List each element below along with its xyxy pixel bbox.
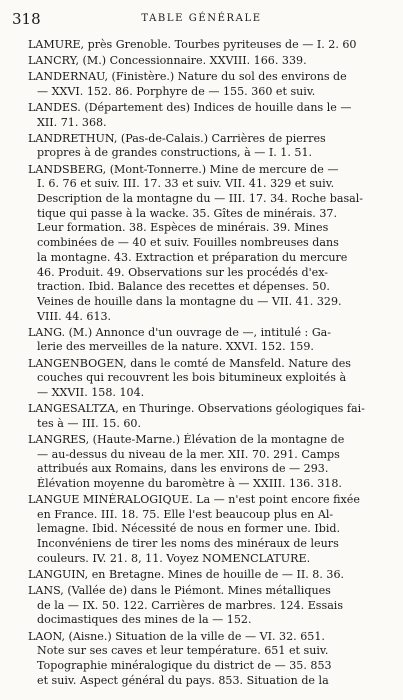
entry-line: couches qui recouvrent les bois bitumineux exploités à <box>37 371 347 385</box>
entry-line: LANDERNAU, (Finistère.) Nature du sol des environs de <box>28 70 347 84</box>
entry-line: Description de la montagne du — III. 17. 34. Roche basal- <box>37 191 364 205</box>
entry-line: docimastiques des mines de la — 152. <box>37 613 252 627</box>
entry-line: LANDSBERG, (Mont-Tonnerre.) Mine de mercure de — <box>28 162 339 176</box>
entry-line: attribués aux Romains, dans les environs de — 293. <box>37 462 329 476</box>
entry-line: lerie des merveilles de la nature. XXVI. 152. 159. <box>37 340 314 354</box>
entry-line: LAMURE, près Grenoble. Tourbes pyriteuses de — I. 2. 60 <box>28 38 357 51</box>
index-entry <box>28 402 389 431</box>
index-entry <box>28 70 389 99</box>
entry-line: LANG. (M.) Annonce d'un ouvrage de —, intitulé : Ga- <box>28 325 332 339</box>
index-entry <box>28 433 389 492</box>
page-number: 318 <box>12 10 41 28</box>
entry-line: LANGUE MINÉRALOGIQUE. La — n'est point encore fixée <box>28 493 360 506</box>
entry-line: tes à — III. 15. 60. <box>37 416 142 430</box>
entry-line: combinées de — 40 et suiv. Fouilles nombreuses dans <box>37 236 339 250</box>
entry-line: LANGUIN, en Bretagne. Mines de houille de — II. 8. 36. <box>28 567 345 581</box>
entry-line: XII. 71. 368. <box>37 115 107 129</box>
entry-line: I. 6. 76 et suiv. III. 17. 33 et suiv. VII. 41. 329 et suiv. <box>37 177 335 191</box>
entry-line: — XXVI. 152. 86. Porphyre de — 155. 360 et suiv. <box>37 84 316 98</box>
entry-line: de la — IX. 50. 122. Carrières de marbres. 124. Essais <box>37 598 344 612</box>
entry-line: — XXVII. 158. 104. <box>37 385 145 399</box>
index-entries <box>28 38 389 694</box>
entry-line: Topographie minéralogique du district de — 35. 853 <box>37 658 332 672</box>
index-entry <box>28 38 389 53</box>
running-head: TABLE GÉNÉRALE <box>141 13 262 24</box>
entry-line: en France. III. 18. 75. Elle l'est beaucoup plus en Al- <box>37 507 334 521</box>
entry-line: LANGESALTZA, en Thuringe. Observations géologiques fai- <box>28 402 365 415</box>
entry-line: LANGRES, (Haute-Marne.) Élévation de la montagne de <box>28 432 345 446</box>
index-entry <box>28 630 389 689</box>
index-entry <box>28 132 389 161</box>
entry-line: VIII. 44. 613. <box>37 309 112 323</box>
entry-line: LANCRY, (M.) Concessionnaire. XXVIII. 166. 339. <box>28 54 307 68</box>
index-entry <box>28 101 389 130</box>
index-entry <box>28 326 389 355</box>
index-entry <box>28 54 389 69</box>
entry-line: tique qui passe à la wacke. 35. Gîtes de minérais. 37. <box>37 206 337 220</box>
entry-line: propres à de grandes constructions, à — I. 1. 51. <box>37 146 313 160</box>
entry-line: et suiv. Aspect général du pays. 853. Situation de la <box>37 673 329 687</box>
entry-line: couleurs. IV. 21. 8, 11. Voyez NOMENCLATURE. <box>37 551 311 565</box>
entry-line: LANDES. (Département des) Indices de houille dans le — <box>28 100 352 114</box>
entry-line: LANS, (Vallée de) dans le Piémont. Mines métalliques <box>28 584 331 597</box>
entry-line: Note sur ses caves et leur température. 651 et suiv. <box>37 644 329 658</box>
entry-line: Veines de houille dans la montagne du — VII. 41. 329. <box>37 294 342 308</box>
index-entry <box>28 357 389 401</box>
index-entry <box>28 163 389 325</box>
entry-line: la montagne. 43. Extraction et préparation du mercure <box>37 250 348 264</box>
entry-line: LANGENBOGEN, dans le comté de Mansfeld. Nature des <box>28 356 351 370</box>
entry-line: — au-dessus du niveau de la mer. XII. 70. 291. Camps <box>37 447 340 461</box>
entry-line: Élévation moyenne du baromètre à — XXIII. 136. 318. <box>37 476 342 490</box>
entry-line: 46. Produit. 49. Observations sur les procédés d'ex- <box>37 265 329 279</box>
index-entry <box>28 568 389 583</box>
entry-line: Leur formation. 38. Espèces de minérais. 39. Mines <box>37 221 329 235</box>
entry-line: lemagne. Ibid. Nécessité de nous en former une. Ibid. <box>37 522 341 536</box>
page-header <box>8 10 395 32</box>
entry-line: traction. Ibid. Balance des recettes et dépenses. 50. <box>37 280 330 294</box>
entry-line: LANDRETHUN, (Pas-de-Calais.) Carrières de pierres <box>28 131 326 145</box>
entry-line: Inconvéniens de tirer les noms des minéraux de leurs <box>37 537 339 551</box>
index-entry <box>28 584 389 628</box>
entry-line: LAON, (Aisne.) Situation de la ville de — VI. 32. 651. <box>28 629 325 643</box>
index-entry <box>28 493 389 567</box>
